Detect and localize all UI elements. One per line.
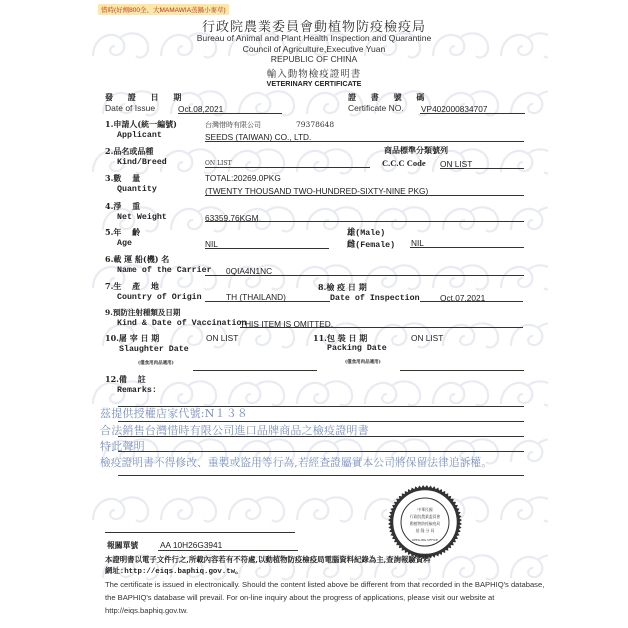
applicant-tax-id: 79378648 (296, 120, 335, 129)
council-title: Council of Agriculture,Executive Yuan (242, 44, 386, 54)
ccc-label-zh: 商品標準分類號列 (384, 145, 448, 155)
country-title: REPUBLIC OF CHINA (270, 54, 358, 64)
inspection-label-zh: 8.檢 疫 日 期 (318, 282, 367, 292)
watermark-curl (511, 207, 548, 231)
female-label: 雌(Female) (347, 241, 396, 250)
vaccination-value: THIS ITEM IS OMITTED. (240, 319, 334, 329)
overlay-line-3: 特此聲明 (100, 440, 145, 453)
watermark-curl (511, 91, 548, 115)
male-label: 雄(Male) (347, 229, 386, 238)
cert-no-value: VP402000834707 (421, 104, 488, 114)
ccc-value: ON LIST (440, 159, 473, 169)
customs-underline (158, 550, 298, 551)
watermark-curl (229, 381, 284, 405)
customs-label: 報關單號 (107, 541, 139, 550)
quantity-underline (205, 195, 524, 196)
packing-value: ON LIST (411, 333, 444, 343)
kind-underline (205, 167, 370, 168)
slaughter-value: ON LIST (206, 333, 239, 343)
agency-title-zh: 行政院農業委員會動植物防疫檢疫局 (201, 20, 426, 35)
net-weight-label-zh: 4.淨 重 (105, 201, 141, 211)
origin-value: TH (THAILAND) (226, 292, 286, 302)
vaccination-label-zh: 9.預防注射種類及日期 (105, 308, 181, 317)
overlay-line-4: 檢疫證明書不得修改、重製或盜用等行為,若經查證屬實本公司將保留法律追訴權。 (100, 457, 493, 469)
carrier-underline (205, 275, 524, 276)
notice-zh-line-2: 網址:http://eiqs.baphiq.gov.tw。 (105, 568, 243, 576)
issue-date-value: Oct.08,2021 (178, 104, 224, 114)
watermark-curl (365, 265, 420, 289)
notice-en: The certificate is issued in electronically. Should the content listed above be different from that recorded in the BAPHIQ's database, the BAPHIQ's database will prevail. For on-line inquiry about the progress of applications, please visit our website at http://eiqs.baphiq.gov.tw. (105, 580, 545, 615)
applicant-underline (205, 141, 524, 142)
remarks-label: Remarks: (117, 386, 157, 395)
customs-value: AA 10H26G3941 (160, 540, 223, 550)
top-banner: 惜時(好劑800全、大MAMAWIA蒸鍋小麥草) (98, 4, 229, 15)
slaughter-note: (僅食用肉品適用) (138, 361, 174, 366)
watermark-curl (501, 265, 548, 289)
official-seal (387, 484, 463, 560)
inspection-label: Date of Inspection (330, 294, 420, 303)
age-underline (205, 248, 329, 249)
watermark-curl (433, 265, 488, 289)
overlay-line-1: 茲提供授權店家代號:N１３８ (100, 407, 249, 420)
origin-underline (205, 301, 330, 302)
origin-label-zh: 7.生 產 地 (105, 281, 159, 291)
watermark-curl (229, 497, 284, 521)
remarks-line-5 (118, 475, 524, 476)
watermark-curl (443, 207, 498, 231)
age-label: Age (117, 239, 132, 248)
quantity-words: (TWENTY THOUSAND TWO-HUNDRED-SIXTY-NINE PKG) (205, 186, 429, 196)
inspection-value: Oct.07,2021 (440, 293, 486, 303)
issue-date-label-zh: 發 證 日 期 (105, 92, 188, 102)
issue-date-label: Date of Issue (105, 103, 156, 113)
kind-label: Kind/Breed (117, 158, 167, 167)
remarks-label-zh: 12.備 註 (105, 374, 146, 384)
inspection-underline (420, 301, 523, 302)
packing-label-zh: 11.包 裝 日 期 (313, 333, 368, 343)
watermark-curl (239, 91, 294, 115)
kind-label-zh: 2.品名或品種 (105, 146, 154, 156)
remarks-line-4 (118, 451, 524, 452)
watermark-curl (297, 381, 352, 405)
slaughter-underline (193, 370, 317, 371)
watermark-curl (501, 149, 548, 173)
customs-top-rule (105, 532, 295, 533)
sex-value: NIL (411, 238, 424, 248)
applicant-value: SEEDS (TAIWAN) CO., LTD. (205, 132, 312, 142)
applicant-label-zh: 1.申請人(統一編號) (105, 119, 177, 129)
quantity-label-zh: 3.數 量 (105, 173, 141, 183)
certificate-title-zh: 輸入動物檢疫證明書 (266, 69, 362, 80)
remarks-line-3 (118, 436, 524, 437)
packing-note: (僅食用肉品適用) (345, 360, 381, 365)
packing-underline (400, 370, 524, 371)
watermark-curl (93, 497, 148, 521)
watermark-curl (229, 149, 284, 173)
cert-no-label-zh: 證 書 號 碼 (348, 92, 431, 102)
origin-label: Country of Origin (117, 293, 202, 302)
applicant-label: Applicant (117, 131, 162, 140)
vaccination-underline (240, 327, 523, 328)
seal-line-2: 行政院農業委員會 (409, 514, 441, 519)
cert-no-underline (420, 113, 525, 114)
watermark-curl (161, 381, 216, 405)
watermark-curl (365, 381, 420, 405)
sex-underline (410, 247, 524, 248)
ccc-label: C.C.C Code (382, 158, 426, 168)
applicant-name-zh: 台灣惜時有限公司 (205, 121, 261, 129)
kind-value: ON LIST (205, 160, 232, 167)
net-weight-label: Net Weight (117, 213, 167, 222)
watermark-curl (501, 381, 548, 405)
watermark-curl (297, 149, 352, 173)
vaccination-label: Kind & Date of Vaccination (117, 319, 247, 328)
seal-line-1: 中華民國 (417, 507, 433, 512)
notice-zh-line-1: 本證明書以電子文件行之,所載內容若有不符處,以動植物防疫檢疫局電腦資料紀錄為主,查詢報驗資料 (105, 555, 431, 564)
seal-ring-text: KEELUNG OFFICE (412, 538, 438, 542)
carrier-label-zh: 6.載 運 船(機) 名 (105, 254, 170, 264)
watermark-curl (501, 497, 548, 521)
agency-title-en: Bureau of Animal and Plant Health Inspection and Quarantine (196, 33, 432, 43)
quantity-label: Quantity (117, 185, 157, 194)
ccc-underline (440, 168, 524, 169)
issue-date-underline (178, 113, 282, 114)
slaughter-label: Slaughter Date (119, 345, 189, 354)
watermark-curl (161, 497, 216, 521)
packing-label: Packing Date (327, 344, 387, 353)
watermark-curl (433, 381, 488, 405)
carrier-label: Name of the Carrier (117, 266, 212, 275)
slaughter-label-zh: 10.屠 宰 日 期 (105, 333, 160, 343)
certificate-title-en: VETERINARY CERTIFICATE (266, 79, 362, 88)
quantity-value: TOTAL:20269.0PKG (205, 173, 281, 183)
seal-line-3: 動植物防疫檢疫局 (409, 521, 441, 526)
overlay-line-2: 合法銷售台灣惜時有限公司進口品牌商品之檢疫證明書 (100, 424, 369, 437)
watermark-curl (297, 497, 352, 521)
age-value: NIL (205, 239, 218, 249)
carrier-value: 0QIA4N1NC (226, 266, 273, 276)
age-label-zh: 5.年 齡 (105, 227, 141, 237)
seal-line-4: 基 隆 分 局 (415, 528, 435, 533)
cert-no-label: Certificate NO. (348, 103, 404, 113)
net-weight-underline (205, 221, 524, 222)
watermark-curl (511, 555, 548, 579)
net-weight-value: 63359.76KGM (205, 213, 259, 223)
